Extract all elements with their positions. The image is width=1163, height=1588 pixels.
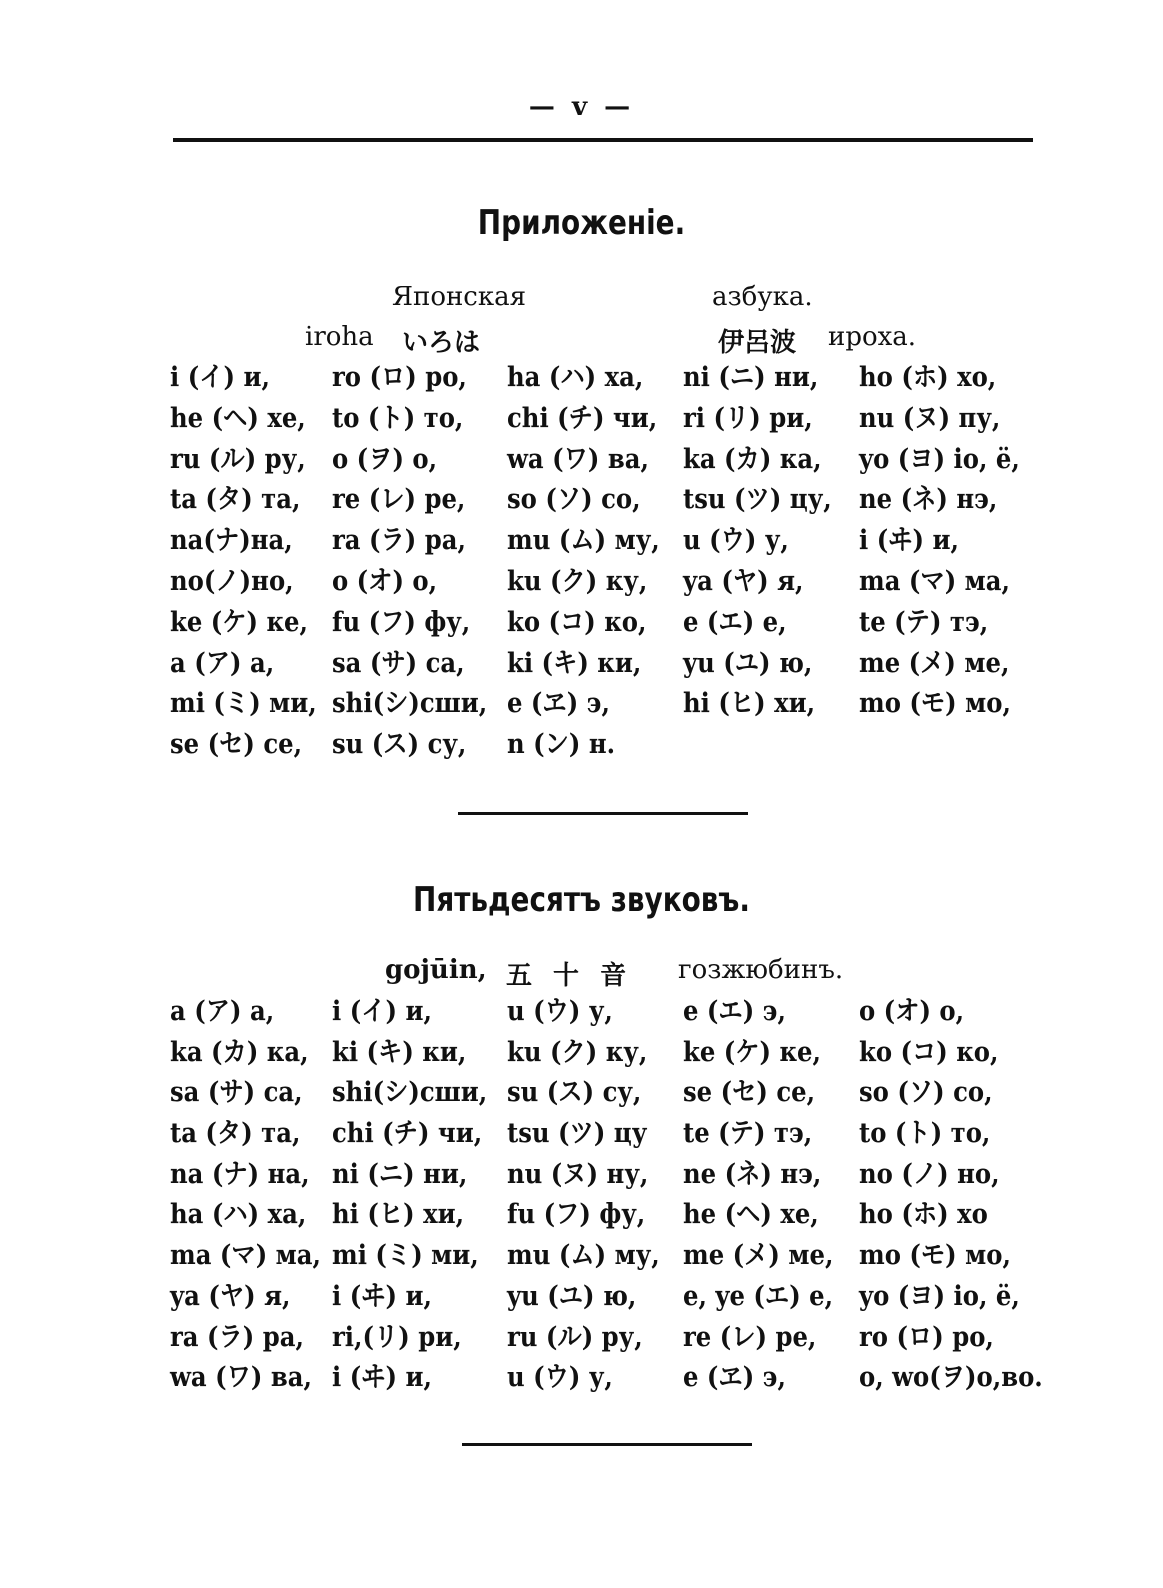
syllable-cell: su (ス) су, [507,1077,642,1109]
syllable-cell: ya (ヤ) я, [683,565,804,597]
syllable-cell: fu (フ) фу, [332,606,471,638]
syllable-cell [683,725,841,766]
section-title-appendix: Приложеніе. [477,203,686,243]
syllable-cell: to (ト) то, [859,1118,991,1150]
syllable-cell: e (ヱ) э, [507,688,610,720]
syllable-cell: ru (ル) ру, [170,443,306,475]
syllable-cell: ho (ホ) хо, [859,362,997,393]
syllable-cell: ra (ラ) ра, [332,525,466,557]
syllable-cell: i (イ) и, [170,362,270,393]
syllable-cell: na(ナ)на, [170,525,293,557]
syllable-cell: wa (ワ) ва, [507,443,649,475]
syllable-cell: ha (ハ) ха, [507,362,644,393]
syllable-cell: sa (サ) са, [332,647,465,679]
syllable-cell: ko (コ) ко, [507,606,647,638]
syllable-cell: ni (ニ) ни, [332,1158,468,1190]
syllable-cell: ko (コ) ко, [859,1036,999,1068]
syllable-cell: ta (タ) та, [170,1118,301,1150]
syllable-cell: ka (カ) ка, [170,1036,309,1068]
syllable-cell: tsu (ツ) цу [507,1118,648,1150]
syllable-cell: i (ヰ) и, [859,525,959,557]
syllable-cell: yo (ヨ) іо, ё, [859,443,1020,475]
syllable-cell: ni (ニ) ни, [683,362,819,393]
syllable-cell: ri (リ) ри, [683,402,813,434]
syllable-cell: shi(シ)сши, [332,688,488,720]
syllable-cell: ma (マ) ма, [859,565,1010,597]
subtitle-alphabet: азбука. [712,282,813,312]
syllable-cell: no (ノ) но, [859,1158,1000,1190]
gojuon-russian: гозжюбинъ. [678,955,844,985]
syllable-cell: se (セ) се, [683,1077,816,1109]
syllable-cell: u (ウ) у, [507,1362,613,1394]
iroha-table [170,358,1060,766]
syllable-cell: ro (ロ) ро, [859,1321,994,1353]
syllable-cell: nu (ヌ) пу, [859,402,1001,434]
syllable-cell: ke (ケ) ке, [170,606,308,638]
syllable-cell: shi(シ)сши, [332,1077,488,1109]
syllable-cell: chi (チ) чи, [332,1118,483,1150]
syllable-cell: he (ヘ) хе, [683,1199,819,1231]
syllable-cell: i (ヰ) и, [332,1362,432,1394]
syllable-cell: ru (ル) ру, [507,1321,643,1353]
syllable-cell: ha (ハ) ха, [170,1199,307,1231]
syllable-cell: a (ア) а, [170,996,275,1027]
syllable-cell: ra (ラ) ра, [170,1321,304,1353]
syllable-cell: hi (ヒ) хи, [332,1199,465,1231]
syllable-cell: ho (ホ) хо [859,1199,988,1231]
syllable-cell: re (レ) ре, [332,484,466,516]
syllable-cell: me (メ) ме, [859,647,1010,679]
syllable-cell: sa (サ) са, [170,1077,303,1109]
syllable-cell: hi (ヒ) хи, [683,688,816,720]
syllable-cell: u (ウ) у, [507,996,613,1027]
syllable-cell: yo (ヨ) іо, ё, [859,1280,1020,1312]
syllable-cell: o (オ) о, [859,996,965,1027]
syllable-cell: mu (ム) му, [507,1240,660,1272]
syllable-cell: ma (マ) ма, [170,1240,321,1272]
syllable-cell: i (イ) и, [332,996,432,1027]
iroha-romaji: iroha [305,322,374,352]
syllable-cell: mo (モ) мо, [859,688,1011,720]
syllable-cell: n (ン) н. [507,729,616,761]
syllable-cell: ro (ロ) ро, [332,362,467,393]
syllable-cell: o, wo(ヲ)о,во. [859,1362,1043,1394]
syllable-cell: a (ア) а, [170,647,275,679]
syllable-cell: e (ヱ) э, [683,1362,786,1394]
syllable-cell: ki (キ) ки, [332,1036,467,1068]
syllable-cell: o (オ) о, [332,565,438,597]
syllable-cell: i (ヰ) и, [332,1280,432,1312]
section-divider [458,812,748,815]
syllable-cell: ku (ク) ку, [507,565,648,597]
syllable-cell: re (レ) ре, [683,1321,817,1353]
syllable-cell: mi (ミ) ми, [332,1240,479,1272]
iroha-kanji: 伊呂波 [718,328,797,358]
syllable-cell: ta (タ) та, [170,484,301,516]
syllable-cell: yu (ユ) ю, [507,1280,637,1312]
syllable-cell: se (セ) се, [170,729,303,761]
syllable-cell: na (ナ) на, [170,1158,310,1190]
syllable-cell: ki (キ) ки, [507,647,642,679]
gojuon-table [170,992,1060,1399]
syllable-cell: so (ソ) со, [859,1077,993,1109]
syllable-cell: chi (チ) чи, [507,402,658,434]
syllable-cell: fu (フ) фу, [507,1199,646,1231]
syllable-cell: so (ソ) со, [507,484,641,516]
syllable-cell: e (エ) э, [683,996,786,1027]
syllable-cell: mi (ミ) ми, [170,688,317,720]
syllable-cell: he (ヘ) хе, [170,402,306,434]
syllable-cell: su (ス) су, [332,729,467,761]
syllable-cell: ne (ネ) нэ, [859,484,998,516]
syllable-cell: me (メ) ме, [683,1240,834,1272]
syllable-cell: ne (ネ) нэ, [683,1158,822,1190]
iroha-russian: ироха. [828,322,917,352]
section-title-fifty-sounds: Пятьдесятъ звуковъ. [413,880,750,920]
syllable-cell: e, ye (エ) е, [683,1280,834,1312]
syllable-cell: te (テ) тэ, [683,1118,813,1150]
gojuon-kanji: 五 十 音 [506,961,633,991]
syllable-cell: no(ノ)но, [170,565,294,597]
syllable-cell: e (エ) е, [683,606,787,638]
syllable-cell: o (ヲ) о, [332,443,438,475]
syllable-cell [859,725,1040,766]
syllable-cell: nu (ヌ) ну, [507,1158,649,1190]
syllable-cell: ya (ヤ) я, [170,1280,291,1312]
iroha-kana: いろは [402,328,481,358]
header-rule [173,138,1033,142]
syllable-cell: te (テ) тэ, [859,606,989,638]
subtitle-japanese: Японская [392,282,527,312]
syllable-cell: ku (ク) ку, [507,1036,648,1068]
syllable-cell: to (ト) то, [332,402,464,434]
syllable-cell: u (ウ) у, [683,525,789,557]
syllable-cell: yu (ユ) ю, [683,647,813,679]
syllable-cell: tsu (ツ) цу, [683,484,832,516]
syllable-cell: ri,(リ) ри, [332,1321,462,1353]
syllable-cell: ke (ケ) ке, [683,1036,821,1068]
syllable-cell: ka (カ) ка, [683,443,822,475]
syllable-cell: mu (ム) му, [507,525,660,557]
closing-rule [462,1443,752,1446]
syllable-cell: wa (ワ) ва, [170,1362,312,1394]
gojuon-romaji: gojūin, [385,955,487,985]
page-number: — v — [528,92,635,122]
syllable-cell: mo (モ) мо, [859,1240,1011,1272]
